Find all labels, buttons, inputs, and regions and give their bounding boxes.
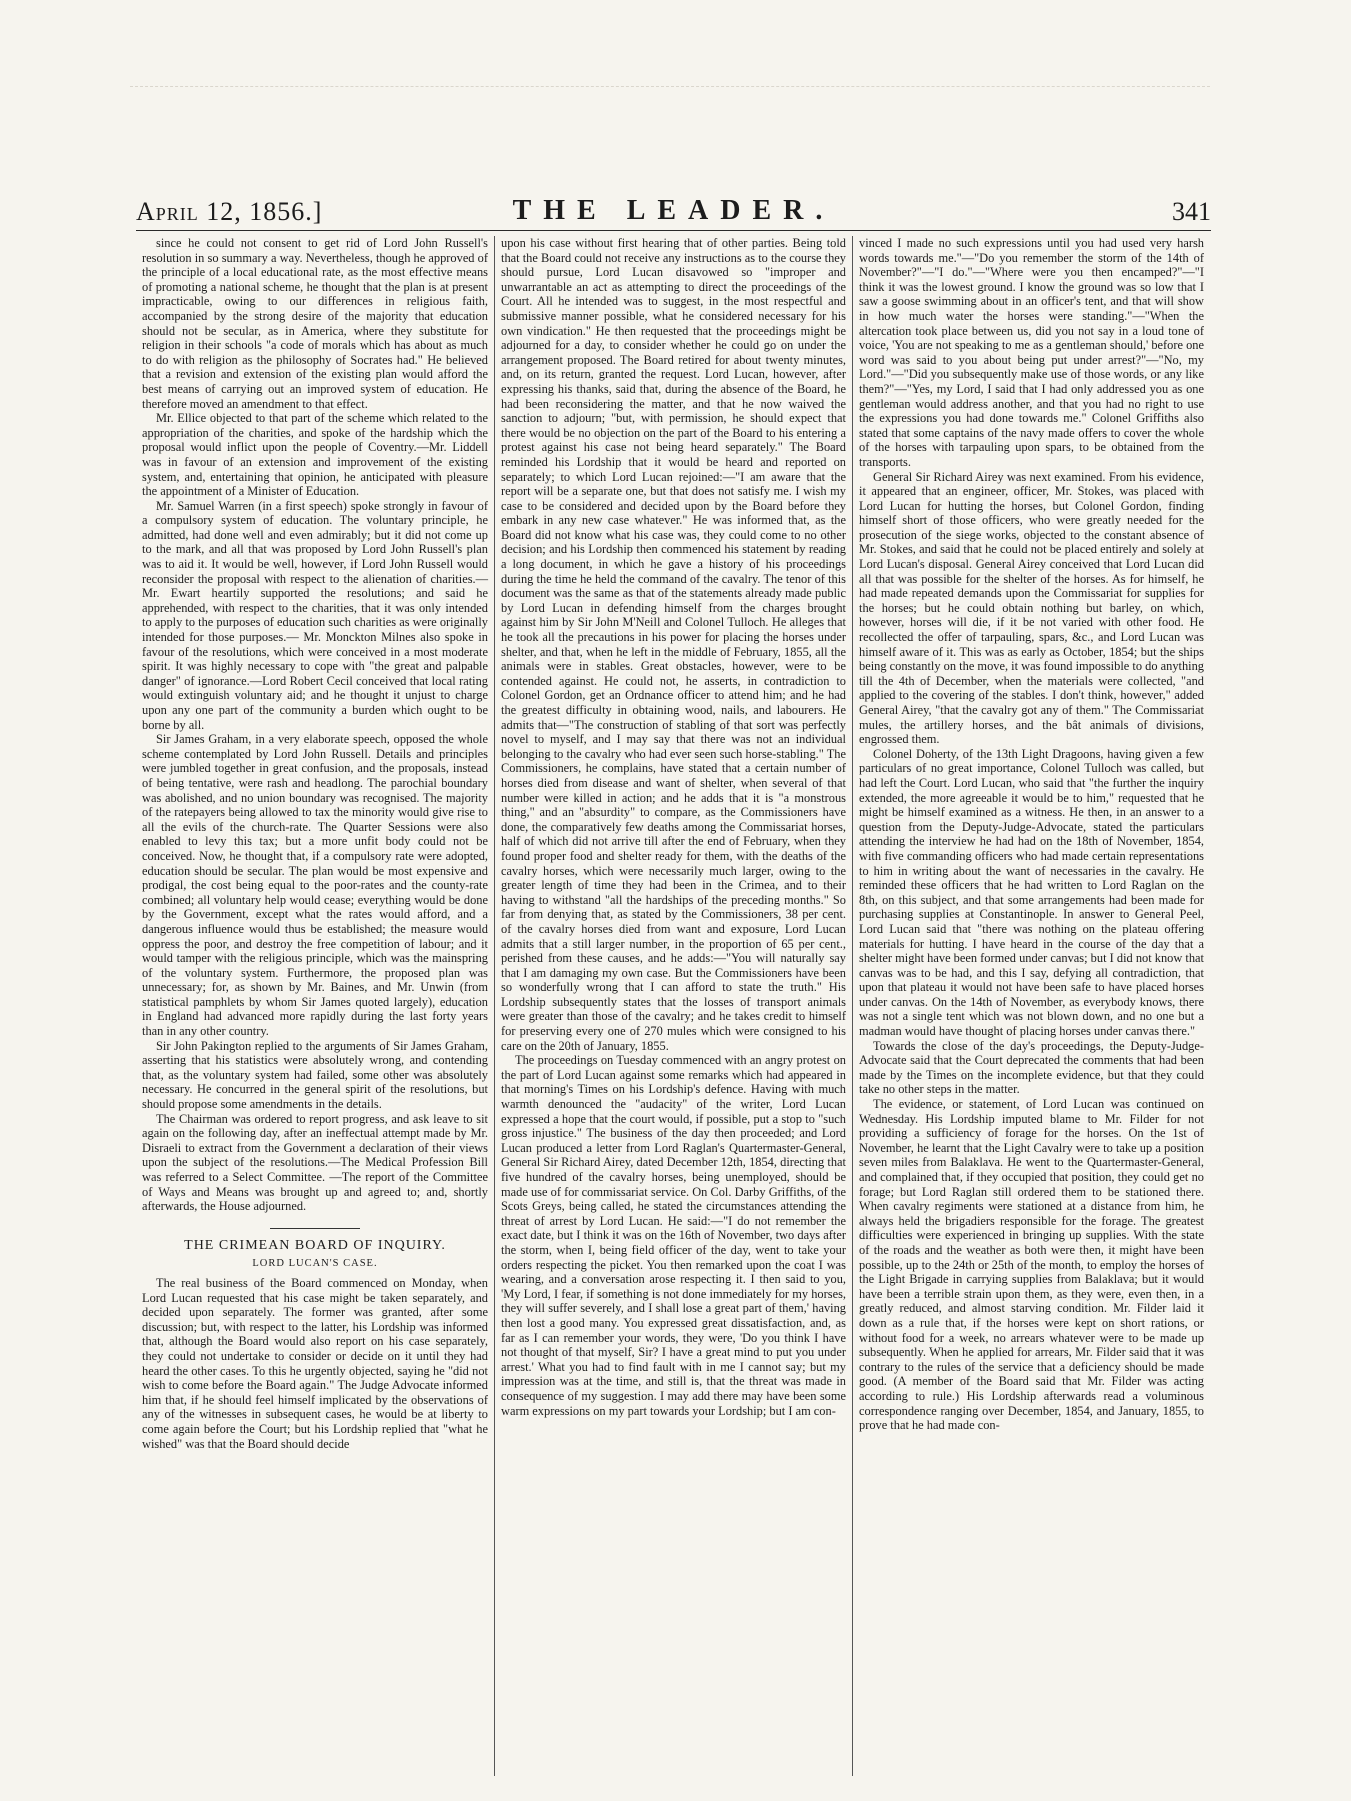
masthead (136, 193, 1211, 227)
paragraph: The evidence, or statement, of Lord Lucan was continued on Wednesday. His Lordship imputed blame to Mr. Filder for not providing a sufficiency of forage for the horses. On the 1st of November, he learnt that the Light Cavalry were to take up a position seven miles from Balaklava. He went to the Quartermaster-General, and complained that, if they occupied that position, they could get no forage; but Lord Raglan still ordered them to be stationed there. When cavalry regiments were stationed at a distance from him, he always held the brigadiers responsible for the forage. The greatest difficulties were experienced in bringing up supplies. With the state of the roads and the weather as both were then, it might have been possible, up to the 24th or 25th of the month, to employ the horses of the Light Brigade in carrying supplies from Balaklava; but it would have been a terrible strain upon them, as they were, even then, in a greatly reduced, and almost starving condition. Mr. Filder laid it down as a rule that, if the horses were kept on short rations, or without food for a week, no arrears whatever were to be made up subsequently. When he applied for arrears, Mr. Filder said that it was contrary to the rules of the service that a deficiency should be made good. (A member of the Board said that Mr. Filder was acting according to rule.) His Lordship afterwards read a voluminous correspondence ranging over December, 1854, and January, 1855, to prove that he had made con- (859, 1097, 1204, 1433)
paragraph: The real business of the Board commenced on Monday, when Lord Lucan requested that his case might be taken separately, and decided upon separately. The former was granted, after some discussion; but, with respect to the latter, his Lordship was informed that, although the Board would also report on his case separately, they could not undertake to consider or decide on it until they had heard the other cases. To this he urgently objected, saying he "did not wish to come before the Board again." The Judge Advocate informed him that, if he should feel himself implicated by the observations of any of the witnesses in subsequent cases, he would be at liberty to come again before the Court; but his Lordship replied that "what he wished" was that the Board should decide (142, 1275, 488, 1451)
paragraph: Mr. Samuel Warren (in a first speech) spoke strongly in favour of a compulsory system of education. The voluntary principle, he admitted, had done well and even admirably; but it did not come up to the mark, and all that was proposed by Lord John Russell's plan was to aid it. It would be well, however, if Lord John Russell would reconsider the proposal with respect to the alienation of charities.—Mr. Ewart heartily supported the resolutions; and said he apprehended, with respect to the charities, that it was only intended to apply to the purposes of education such charities as were originally intended for those purposes.— Mr. Monckton Milnes also spoke in favour of the resolutions, which were conceived in a most moderate spirit. It was highly necessary to cope with "the great and palpable danger" of ignorance.—Lord Robert Cecil conceived that local rating would extinguish voluntary aid; and he thought it unjust to charge upon any one part of the community a burden which ought to be borne by all. (142, 498, 488, 732)
paragraph: Mr. Ellice objected to that part of the scheme which related to the appropriation of the charities, and spoke of the hardship which the proposal would inflict upon the people of Coventry.—Mr. Liddell was in favour of an extension and improvement of the existing system, and, entertaining that opinion, he anticipated with pleasure the appointment of a Minister of Education. (142, 411, 488, 499)
paragraph: Sir John Pakington replied to the arguments of Sir James Graham, asserting that his statistics were absolutely wrong, and contending that, as the voluntary system had failed, some other was absolutely necessary. He concurred in the general spirit of the resolutions, but should propose some amendments in the details. (142, 1038, 488, 1112)
section-subheading: LORD LUCAN'S CASE. (252, 1258, 378, 1270)
paragraph: The proceedings on Tuesday commenced with an angry protest on the part of Lord Lucan against some remarks which had appeared in that morning's Times on his Lordship's defence. Having with much warmth denounced the "audacity" of the writer, Lord Lucan expressed a hope that the court would, if possible, put a stop to "such gross injustice." The business of the day then proceeded; and Lord Lucan produced a letter from Lord Raglan's Quartermaster-General, General Sir Richard Airey, dated December 12th, 1854, directing that five hundred of the cavalry horses, being unemployed, should be made use of for commissariat service. On Col. Darby Griffiths, of the Scots Greys, being called, he stated the circumstances attending the threat of arrest by Lord Lucan. He said:—"I do not remember the exact date, but I think it was on the 16th of November, two days after the storm, when I, being field officer of the day, went to take your orders respecting the picket. You then remarked upon the coat I was wearing, and a conversation arose respecting it. I then said to you, 'My Lord, I fear, if something is not done immediately for my horses, they will suffer severely, and I shall lose a great part of them,' having then lost a good many. You expressed great dissatisfaction, and, as far as I can remember your words, they were, 'Do you think I have not thought of that myself, Sir? I have a great mind to put you under arrest.' What you had to find fault with in me I cannot say; but my impression was at the time, and still is, that the threat was made in consequence of my suggestion. I may add there may have been some warm expressions on my part towards your Lordship; but I am con- (501, 1053, 846, 1418)
issue-date: April 12, 1856.] (136, 197, 323, 226)
paragraph: The Chairman was ordered to report progress, and ask leave to sit again on the following day, after an ineffectual attempt made by Mr. Disraeli to extract from the Government a declaration of their views upon the subject of the resolutions.—The Medical Profession Bill was referred to a Select Committee. —The report of the Committee of Ways and Means was brought up and agreed to; and, shortly afterwards, the House adjourned. (142, 1111, 488, 1214)
paragraph: since he could not consent to get rid of Lord John Russell's resolution in so summary a way. Nevertheless, though he approved of the principle of a local educational rate, as the most effective means of promoting a national scheme, he thought that the plan is at present impracticable, owing to our differences in religious faith, accompanied by the strong desire of the majority that education should not be secular, as in America, where they substitute for religion in their schools "a code of morals which has about as much to do with religion as the philosophy of Socrates had." He believed that a revision and extension of the existing plan would afford the best means of carrying out an improved system of education. He therefore moved an amendment to that effect. (142, 236, 488, 411)
paragraph: Colonel Doherty, of the 13th Light Dragoons, having given a few particulars of no great importance, Colonel Tulloch was called, but had left the Court. Lord Lucan, who said that "the further the inquiry extended, the more agreeable it would be to him," requested that he might be himself examined as a witness. He then, in an answer to a question from the Deputy-Judge-Advocate, stated the particulars attending the interview he had had on the 18th of November, 1854, with five commanding officers who had made certain representations to him in writing about the want of necessaries in the cavalry. He reminded these officers that he had written to Lord Raglan on the 8th, on this subject, and that some arrangements had been made for purchasing supplies at Constantinople. In answer to General Peel, Lord Lucan said that "there was nothing on the plateau offering materials for hutting. I have heard in the course of the day that a shelter might have been formed under canvas; but I did not know that canvas was to be had, and this I say, defying all contradiction, that upon that plateau it would not have been safe to have placed horses under canvas. On the 14th of November, as everybody knows, there was not a single tent which was not blown down, and no one but a madman would have thought of placing horses under canvas there." (859, 746, 1204, 1039)
column-3 (852, 236, 1210, 1776)
newspaper-title: THE LEADER. (512, 195, 835, 226)
header-rule (136, 230, 1211, 231)
paragraph: vinced I made no such expressions until you had used very harsh words towards me."—"Do you remember the storm of the 14th of November?"—"I do."—"Where were you then encamped?"—"I think it was the lowest ground. I know the ground was so low that I saw a goose swimming about in an officer's tent, and that will show in how much water the horses were standing."—"When the altercation took place between us, did you not say in a loud tone of voice, 'You are not speaking to me as a gentleman should,' before one word was said to you about being put under arrest?"—"No, my Lord."—"Did you subsequently make use of those words, or any like them?"—"Yes, my Lord, I said that I had only addressed you as one gentleman would address another, and that you had no right to use the expressions you had done towards me." Colonel Griffiths also stated that some captains of the navy made offers to cover the whole of the horses with tarpauling upon spars, to be obtained from the transports. (859, 236, 1204, 469)
section-heading: THE CRIMEAN BOARD OF INQUIRY. (184, 1237, 446, 1253)
paragraph: Towards the close of the day's proceedings, the Deputy-Judge-Advocate said that the Court deprecated the comments that had been made by the Times on the incomplete evidence, but that they could take no other steps in the matter. (859, 1038, 1204, 1097)
paragraph: Sir James Graham, in a very elaborate speech, opposed the whole scheme contemplated by Lord John Russell. Details and principles were jumbled together in great confusion, and the proposals, instead of being tentative, were rash and headlong. The parochial boundary was abolished, and no union boundary was recognised. The majority of the ratepayers being allowed to tax the minority would give rise to all the evils of the church-rate. The Quarter Sessions were also enabled to levy this tax; but a more unfit body could not be conceived. Now, he thought that, if a compulsory rate were adopted, education should be secular. The plan would be most expensive and prodigal, the cost being equal to the poor-rates and the county-rate combined; all voluntary help would cease; everything would be done by the Government, except what the rates would afford, and a dangerous influence would thus be established; the measure would oppress the poor, and destroy the free competition of labour; and it would tamper with the religious principle, which was the mainspring of the voluntary system. Furthermore, the proposed plan was unnecessary; for, as shown by Mr. Baines, and Mr. Unwin (from statistical pamphlets by whom Sir James quoted largely), education in England had advanced more rapidly during the last forty years than in any other country. (142, 732, 488, 1039)
text-columns (136, 236, 1211, 1776)
paragraph: upon his case without first hearing that of other parties. Being told that the Board could not receive any instructions as to the course they should pursue, Lord Lucan disavowed so "improper and unwarrantable an act as attempting to direct the proceedings of the Court. All he intended was to suggest, in the most respectful and submissive manner possible, what he considered necessary for his own vindication." He then requested that the proceedings might be adjourned for a day, to consider whether he could go on under the arrangement proposed. The Board retired for about twenty minutes, and, on its return, granted the request. Lord Lucan, however, after expressing his thanks, said that, during the absence of the Board, he had been reconsidering the matter, and that he now waived the sanction to adjourn; "but, with permission, he should expect that there would be no objection on the part of the Board to his entering a protest against his case not being heard separately." The Board reminded his Lordship that it would be heard and reported on separately; to which Lord Lucan rejoined:—"I am aware that the report will be a separate one, but that does not satisfy me. I wish my case to be considered and decided upon by the Board before they embark in any new case whatever." He was informed that, as the Board did not know what his case was, they could come to no other decision; and his Lordship then commenced his statement by reading a long document, in which he gave a history of his proceedings during the time he held the command of the cavalry. The tenor of this document was the same as that of the statements already made public by Lord Lucan in defending himself from the charges brought against him by Sir John M'Neill and Colonel Tulloch. He alleges that he took all the precautions in his power for placing the horses under shelter, and that, when he left in the middle of February, 1855, all the animals were in stables. Great obstacles, however, were to be contended against. He could not, he asserts, in contradiction to Colonel Gordon, get an Ordnance officer to attend him; and he had the greatest difficulty in obtaining wood, nails, and labourers. He admits that—"The construction of stabling of that sort was perfectly novel to myself, and I may say that there was not an individual belonging to the cavalry who had ever seen such horse-stabling." The Commissioners, he complains, have stated that a certain number of horses died from disease and want of shelter, when several of that number were killed in action; and he adds that it is "a monstrous thing," and an "absurdity" to compare, as the Commissioners have done, the comparatively few deaths among the Commissariat horses, half of which did not arrive till after the end of February, when they found proper food and shelter ready for them, with the deaths of the cavalry horses, which were necessarily much larger, owing to the greater length of time they had been in the Crimea, and to their having to withstand "all the hardships of the preceding months." So far from denying that, as stated by the Commissioners, 38 per cent. of the cavalry horses died from want and exposure, Lord Lucan admits that a still larger number, in the proportion of 65 per cent., perished from these causes, and he adds:—"You will naturally say that I am damaging my own case. But the Commissioners have been so wonderfully wrong that I can afford to state the truth." His Lordship subsequently states that the losses of transport animals were greater than those of the cavalry; and he takes credit to himself for preserving every one of 270 mules which were consigned to his care on the 20th of January, 1855. (501, 236, 846, 1053)
page-number: 341 (1172, 197, 1211, 226)
paragraph: General Sir Richard Airey was next examined. From his evidence, it appeared that an engineer, officer, Mr. Stokes, was placed with Lord Lucan for hutting the horses, but Colonel Gordon, finding himself short of those officers, who were greatly needed for the prosecution of the siege works, objected to the constant absence of Mr. Stokes, and said that he could not be placed entirely and solely at Lord Lucan's disposal. General Airey conceived that Lord Lucan did all that was possible for the shelter of the horses. As for himself, he had made repeated demands upon the Commissariat for supplies for the horses; but he could obtain nothing but barley, on which, however, horses will die, if it be not varied with other food. He recollected the offer of tarpauling, spars, &c., and Lord Lucan was himself aware of it. This was as early as October, 1854; but the ships being constantly on the move, it was found impossible to do anything till the 4th of December, when the materials were collected, "and applied to the covering of the stables. I don't think, however," added General Airey, "that the cavalry got any of them." The Commissariat mules, the artillery horses, and the bât animals of divisions, engrossed them. (859, 469, 1204, 747)
column-1 (136, 236, 494, 1776)
section-divider (270, 1228, 360, 1229)
scan-artifact-line (130, 86, 1210, 93)
column-2 (494, 236, 852, 1776)
